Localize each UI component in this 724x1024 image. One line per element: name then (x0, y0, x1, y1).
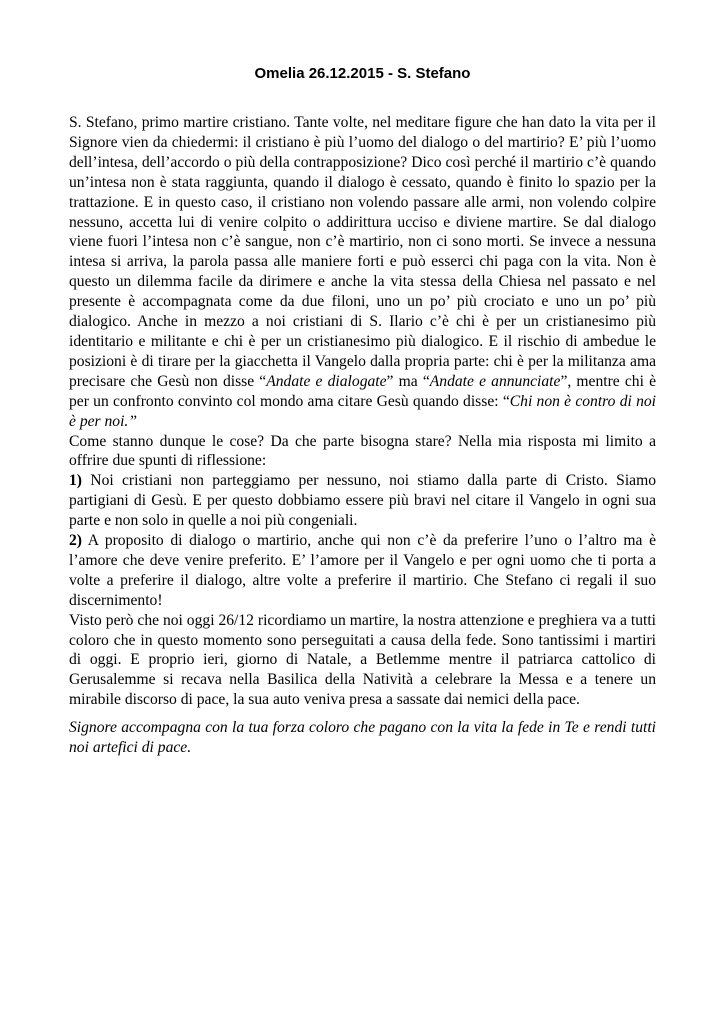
reflection-point-1-text: Noi cristiani non parteggiamo per nessuno, noi stiamo dalla parte di Cristo. Siamo partigiani di Gesù. E per questo dobbiamo essere più bravi nel citare il Vangelo in ogni sua parte e non solo in quelle a noi più congeniali. (69, 472, 656, 530)
paragraph-intro-text-2: ” ma “ (386, 372, 430, 390)
reflection-point-2 (69, 531, 656, 611)
reflection-point-2-number: 2) (69, 532, 82, 550)
reflection-point-2-text: A proposito di dialogo o martirio, anche qui non c’è da preferire l’uno o l’altro ma è l’amore che deve venire preferito. E’ l’amore per il Vangelo e per ogni uomo che ti porta a volte a preferire il dialogo, altre volte a preferire il martirio. Che Stefano ci regali il suo discernimento! (69, 532, 656, 609)
reflection-point-1 (69, 471, 656, 531)
paragraph-intro (69, 113, 656, 432)
document-title: Omelia 26.12.2015 - S. Stefano (254, 65, 471, 82)
quote-andate-dialogate: Andate e dialogate (266, 372, 387, 390)
quote-andate-annunciate: Andate e annunciate (429, 372, 561, 390)
paragraph-question: Come stanno dunque le cose? Da che parte bisogna stare? Nella mia risposta mi limito a offrire due spunti di riflessione: (69, 432, 656, 470)
paragraph-martyrs-today: Visto però che noi oggi 26/12 ricordiamo un martire, la nostra attenzione e preghiera va a tutti coloro che in questo momento sono perseguitati a causa della fede. Sono tantissimi i martiri di oggi. E proprio ieri, giorno di Natale, a Betlemme mentre il patriarca cattolico di Gerusalemme si recava nella Basilica della Natività a celebrare la Messa e a tenere un mirabile discorso di pace, la sua auto veniva presa a sassate dai nemici della pace. (69, 611, 656, 709)
paragraph-intro-text-3: ”, mentre chi è per un confronto convinto col mondo ama citare Gesù quando disse: “ (69, 372, 656, 410)
document-body (69, 113, 656, 758)
quote-chi-non-e-contro: Chi non è contro di noi è per noi.” (69, 392, 657, 430)
paragraph-intro-text-1: S. Stefano, primo martire cristiano. Tante volte, nel meditare figure che han dato la vita per il Signore vien da chiedermi: il cristiano è più l’uomo del dialogo o del martirio? E’ più l’uomo dell’intesa, dell’accordo o più della contrapposizione? Dico così perché il martirio c’è quando un’intesa non è stata raggiunta, quando il dialogo è cessato, quando è finito lo spazio per la trattazione. E in questo caso, il cristiano non volendo passare alle armi, non volendo colpire nessuno, accetta lui di venire colpito o addirittura ucciso e diviene martire. Se dal dialogo viene fuori l’intesa non c’è sangue, non c’è martirio, non ci sono morti. Se invece a nessuna intesa si arriva, la parola passa alle maniere forti e può esserci chi paga con la vita. Non è questo un dilemma facile da dirimere e anche la vita stessa della Chiesa nel passato e nel presente è accompagnata come da due filoni, uno un po’ più crociato e uno un po’ più dialogico. Anche in mezzo a noi cristiani di S. Ilario c’è chi è per un cristianesimo più identitario e militante e chi è per un cristianesimo più dialogico. E il rischio di ambedue le posizioni è di tirare per la giacchetta il Vangelo dalla propria parte: chi è per la militanza ama precisare che Gesù non disse “ (69, 114, 656, 390)
reflection-point-1-number: 1) (69, 472, 82, 490)
closing-prayer: Signore accompagna con la tua forza coloro che pagano con la vita la fede in Te e rendi tutti noi artefici di pace. (69, 719, 656, 757)
